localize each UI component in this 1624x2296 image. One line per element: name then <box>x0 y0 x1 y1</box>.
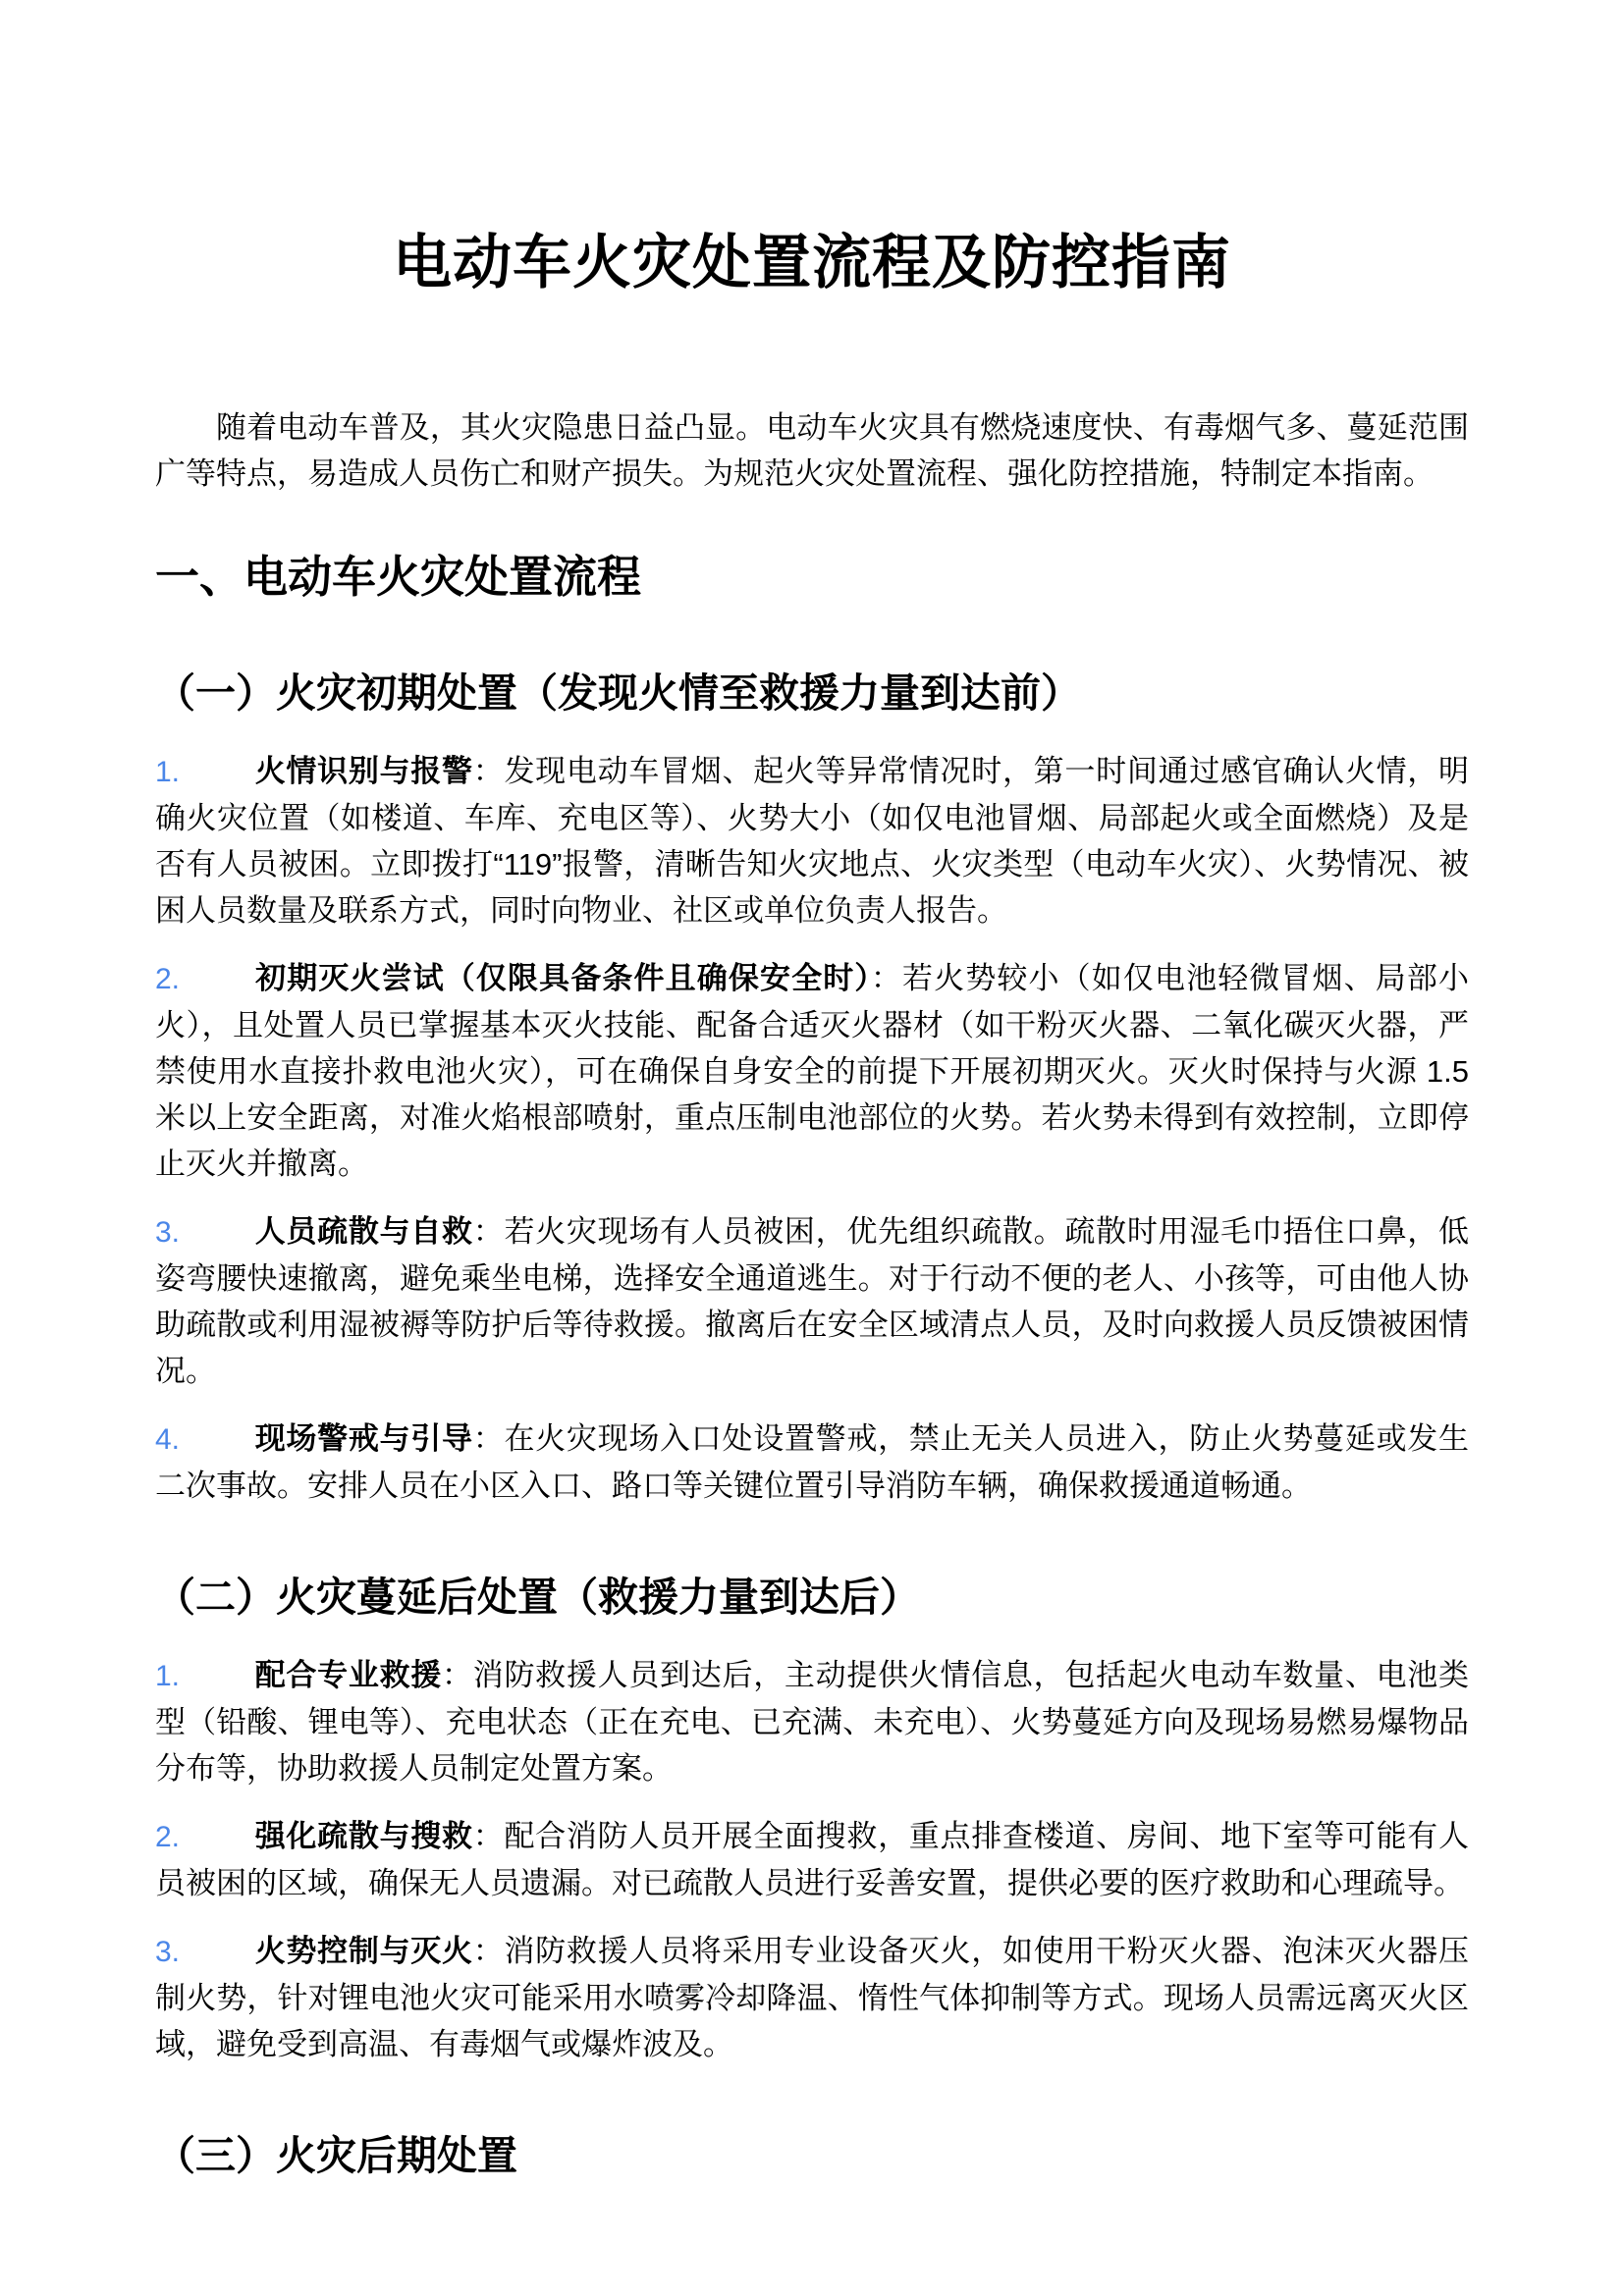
subsection-2-list <box>155 1652 1469 2067</box>
subsection-3-heading: （三）火灾后期处置 <box>155 2133 517 2178</box>
list-term: 配合专业救援 <box>254 1658 443 1692</box>
list-text: ：若火势较小（如仅电池轻微冒烟、局部小火），且处置人员已掌握基本灭火技能、配备合适灭火器材（如干粉灭火器、二氧化碳灭火器，严禁使用水直接扑救电池火灾），可在确保自身安全的前提下开展初期灭火。灭火时保持与火源 1.5 米以上安全距离，对准火焰根部喷射，重点压制电池部位的火势。若火势未得到有效控制，立即停止灭火并撤离。 <box>155 961 1469 1181</box>
list-item <box>155 1652 1469 1791</box>
list-number: 1. <box>155 1660 181 1692</box>
subsection-2-heading: （二）火灾蔓延后处置（救援力量到达后） <box>155 1575 920 1620</box>
list-text: ：在火灾现场入口处设置警戒，禁止无关人员进入，防止火势蔓延或发生二次事故。安排人员在小区入口、路口等关键位置引导消防车辆，确保救援通道畅通。 <box>155 1421 1470 1503</box>
list-item <box>155 1415 1469 1509</box>
list-number: 3. <box>155 1936 181 1968</box>
list-number: 2. <box>155 1821 181 1853</box>
list-item <box>155 748 1469 934</box>
list-text: ：消防救援人员到达后，主动提供火情信息，包括起火电动车数量、电池类型（铅酸、锂电等）、充电状态（正在充电、已充满、未充电）、火势蔓延方向及现场易燃易爆物品分布等，协助救援人员制定处置方案。 <box>155 1658 1470 1786</box>
list-text: ：发现电动车冒烟、起火等异常情况时，第一时间通过感官确认火情，明确火灾位置（如楼道、车库、充电区等）、火势大小（如仅电池冒烟、局部起火或全面燃烧）及是否有人员被困。立即拨打“119”报警，清晰告知火灾地点、火灾类型（电动车火灾）、火势情况、被困人员数量及联系方式，同时向物业、社区或单位负责人报告。 <box>155 754 1470 928</box>
list-item <box>155 1813 1469 1906</box>
list-number: 3. <box>155 1216 181 1249</box>
list-term: 火情识别与报警 <box>254 754 473 788</box>
list-term: 人员疏散与自救 <box>254 1214 473 1249</box>
list-text: ：消防救援人员将采用专业设备灭火，如使用干粉灭火器、泡沫灭火器压制火势，针对锂电池火灾可能采用水喷雾冷却降温、惰性气体抑制等方式。现场人员需远离灭火区域，避免受到高温、有毒烟气或爆炸波及。 <box>155 1934 1470 2061</box>
list-item <box>155 1928 1469 2067</box>
list-item <box>155 955 1469 1187</box>
document-title: 电动车火灾处置流程及防控指南 <box>393 230 1231 295</box>
list-item <box>155 1208 1469 1394</box>
list-text: ：配合消防人员开展全面搜救，重点排查楼道、房间、地下室等可能有人员被困的区域，确保无人员遗漏。对已疏散人员进行妥善安置，提供必要的医疗救助和心理疏导。 <box>155 1819 1470 1900</box>
subsection-1-list <box>155 748 1469 1509</box>
list-term: 强化疏散与搜救 <box>254 1819 473 1853</box>
list-number: 4. <box>155 1423 181 1456</box>
intro-paragraph: 随着电动车普及，其火灾隐患日益凸显。电动车火灾具有燃烧速度快、有毒烟气多、蔓延范围广等特点，易造成人员伤亡和财产损失。为规范火灾处置流程、强化防控措施，特制定本指南。 <box>155 410 1469 491</box>
list-number: 1. <box>155 756 181 788</box>
list-term: 现场警戒与引导 <box>254 1421 473 1456</box>
list-text: ：若火灾现场有人员被困，优先组织疏散。疏散时用湿毛巾捂住口鼻，低姿弯腰快速撤离，避免乘坐电梯，选择安全通道逃生。对于行动不便的老人、小孩等，可由他人协助疏散或利用湿被褥等防护后等待救援。撤离后在安全区域清点人员，及时向救援人员反馈被困情况。 <box>155 1214 1470 1388</box>
subsection-1-heading: （一）火灾初期处置（发现火情至救援力量到达前） <box>155 670 1081 716</box>
list-term: 火势控制与灭火 <box>254 1934 473 1968</box>
section-1-heading: 一、电动车火灾处置流程 <box>155 552 642 602</box>
list-term: 初期灭火尝试（仅限具备条件且确保安全时） <box>254 961 871 995</box>
list-number: 2. <box>155 963 181 995</box>
